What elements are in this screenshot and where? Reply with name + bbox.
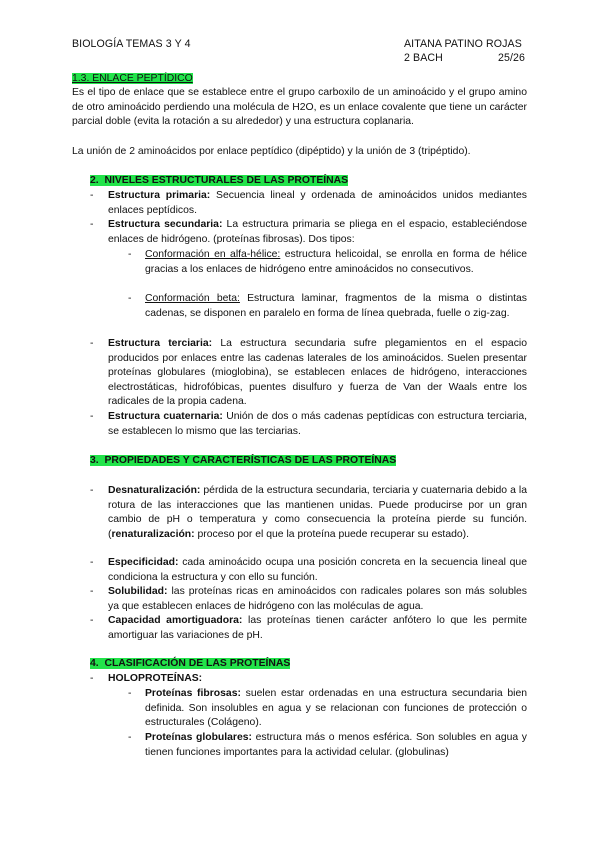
text-beta: Estructura laminar, fragmentos de la misma o distintas cadenas, se disponen en paralelo en forma de línea quebrada, fuelle o zig-zag.	[145, 293, 527, 319]
term-alfa-helice: Conformación en alfa-hélice:	[145, 249, 281, 260]
bullet-dash: -	[128, 293, 132, 304]
list-item-desnaturalizacion	[108, 484, 527, 542]
text-cuaternaria: Unión de dos o más cadenas peptídicas con estructura terciaria, se establecen lo mismo que las terciarias.	[108, 411, 528, 437]
text-fibrosas: suelen estar ordenadas en una estructura secundaria bien definida. Son insolubles en agua y se relacionan con funciones de protección o estructurales (Colágeno).	[145, 688, 528, 728]
term-renaturalizacion: renaturalización:	[111, 528, 195, 540]
list-item-especificidad	[108, 556, 527, 585]
term-amortiguadora: Capacidad amortiguadora:	[108, 615, 243, 626]
list-item-globulares	[145, 731, 527, 760]
bullet-dash: -	[128, 732, 132, 743]
list-item-cuaternaria	[108, 410, 527, 439]
header-page-number: 25/26	[498, 52, 526, 64]
section-4-heading	[90, 657, 290, 672]
section-2-title: NIVELES ESTRUCTURALES DE LAS PROTEÍNAS	[104, 175, 349, 186]
section-1-3-title	[72, 72, 193, 87]
term-cuaternaria: Estructura cuaternaria:	[108, 411, 223, 422]
text-solubilidad: las proteínas ricas en aminoácidos con radicales polares son más solubles ya que establecen enlaces de hidrógeno con las moléculas de agua.	[108, 586, 528, 612]
list-item-solubilidad	[108, 585, 527, 614]
list-item-fibrosas	[145, 687, 527, 731]
text-renaturalizacion: proceso por el que la proteína puede recuperar su estado).	[197, 528, 470, 540]
holoproteinas-text: HOLOPROTEÍNAS:	[108, 673, 203, 684]
list-item-secundaria	[108, 218, 527, 247]
text-alfa-helice: estructura helicoidal, se enrolla en forma de hélice gracias a los enlaces de hidrógeno entre aminoácidos no consecutivos.	[145, 249, 528, 275]
section-1-3-title-text: 1.3. ENLACE PEPTÍDICO	[72, 73, 193, 84]
section-4-title: CLASIFICACIÓN DE LAS PROTEÍNAS	[104, 658, 291, 669]
bullet-dash: -	[90, 615, 94, 626]
bullet-dash: -	[128, 249, 132, 260]
section-3-title: PROPIEDADES Y CARACTERÍSTICAS DE LAS PROTEÍNAS	[104, 455, 397, 466]
text-amortiguadora: las proteínas tienen carácter anfótero lo que les permite amortiguar las variaciones de pH.	[108, 615, 528, 641]
bullet-dash: -	[90, 338, 94, 349]
text-primaria: Secuencia lineal y ordenada de aminoácidos unidos mediantes enlaces peptídicos.	[108, 190, 527, 216]
section-1-3-paragraph: Es el tipo de enlace que se establece entre el grupo carboxilo de un aminoácido y el grupo amino de otro aminoácido perdiendo una molécula de H2O, es un enlace covalente que tiene un carácter parcial doble (evita la rotación a su alrededor) y una estructura coplanaria.	[72, 87, 527, 127]
term-solubilidad: Solubilidad:	[108, 586, 168, 597]
section-4-number: 4.	[90, 658, 99, 669]
header-author: AITANA PATINO ROJAS	[404, 38, 522, 50]
list-item-terciaria	[108, 337, 527, 410]
section-3-heading	[90, 454, 396, 469]
holoproteinas-label	[108, 672, 202, 687]
text-especificidad: cada aminoácido ocupa una posición concreta en la secuencia lineal que condiciona la estructura y con ello su función.	[108, 557, 527, 583]
text-secundaria: La estructura primaria se pliega en el espacio, estableciéndose enlaces de hidrógeno. (proteínas fibrosas). Dos tipos:	[108, 219, 527, 245]
bullet-dash: -	[90, 586, 94, 597]
list-item-beta	[145, 292, 527, 321]
header-course: 2 BACH	[404, 52, 443, 64]
text-desnaturalizacion: pérdida de la estructura secundaria, terciaria y cuaternaria debido a la rotura de las interacciones que las mantienen unidas. Puede producirse por un gran cambio de pH o temperatura y como consecuencia la proteína pierde su función. (	[108, 485, 527, 540]
term-primaria: Estructura primaria:	[108, 190, 211, 201]
bullet-dash: -	[90, 411, 94, 422]
term-terciaria: Estructura terciaria:	[108, 338, 213, 349]
header-subject: BIOLOGÍA TEMAS 3 Y 4	[72, 38, 191, 50]
list-item-amortiguadora	[108, 614, 527, 643]
term-fibrosas: Proteínas fibrosas:	[145, 688, 241, 699]
text-terciaria: La estructura secundaria sufre plegamientos en el espacio producidos por enlaces entre las cadenas laterales de los aminoácidos. Suelen presentar proteínas globulares (mioglobina), se establecen enlaces de hidrógeno, interacciones electrostáticas, hidrofóbicas, puentes disulfuro y fuerza de Van der Waals entre los radicales de la propia cadena.	[108, 338, 527, 407]
section-2-heading	[90, 174, 348, 189]
bullet-dash: -	[90, 219, 94, 230]
list-item-primaria	[108, 189, 527, 218]
term-secundaria: Estructura secundaria:	[108, 219, 223, 230]
text-globulares: estructura más o menos esférica. Son solubles en agua y tienen funciones importantes para la actividad celular. (globulinas)	[145, 732, 527, 758]
section-2-number: 2.	[90, 175, 99, 186]
term-beta: Conformación beta:	[145, 293, 240, 304]
bullet-dash: -	[90, 190, 94, 201]
bullet-dash: -	[128, 688, 132, 699]
term-desnaturalizacion: Desnaturalización:	[108, 485, 201, 496]
bullet-dash: -	[90, 485, 94, 496]
section-3-number: 3.	[90, 455, 99, 466]
section-1-3-dipeptide-note: La unión de 2 aminoácidos por enlace peptídico (dipéptido) y la unión de 3 (tripéptido).	[72, 146, 471, 157]
term-globulares: Proteínas globulares:	[145, 732, 252, 743]
bullet-dash: -	[90, 557, 94, 568]
bullet-dash: -	[90, 673, 94, 684]
term-especificidad: Especificidad:	[108, 557, 179, 568]
list-item-alfa-helice	[145, 248, 527, 277]
